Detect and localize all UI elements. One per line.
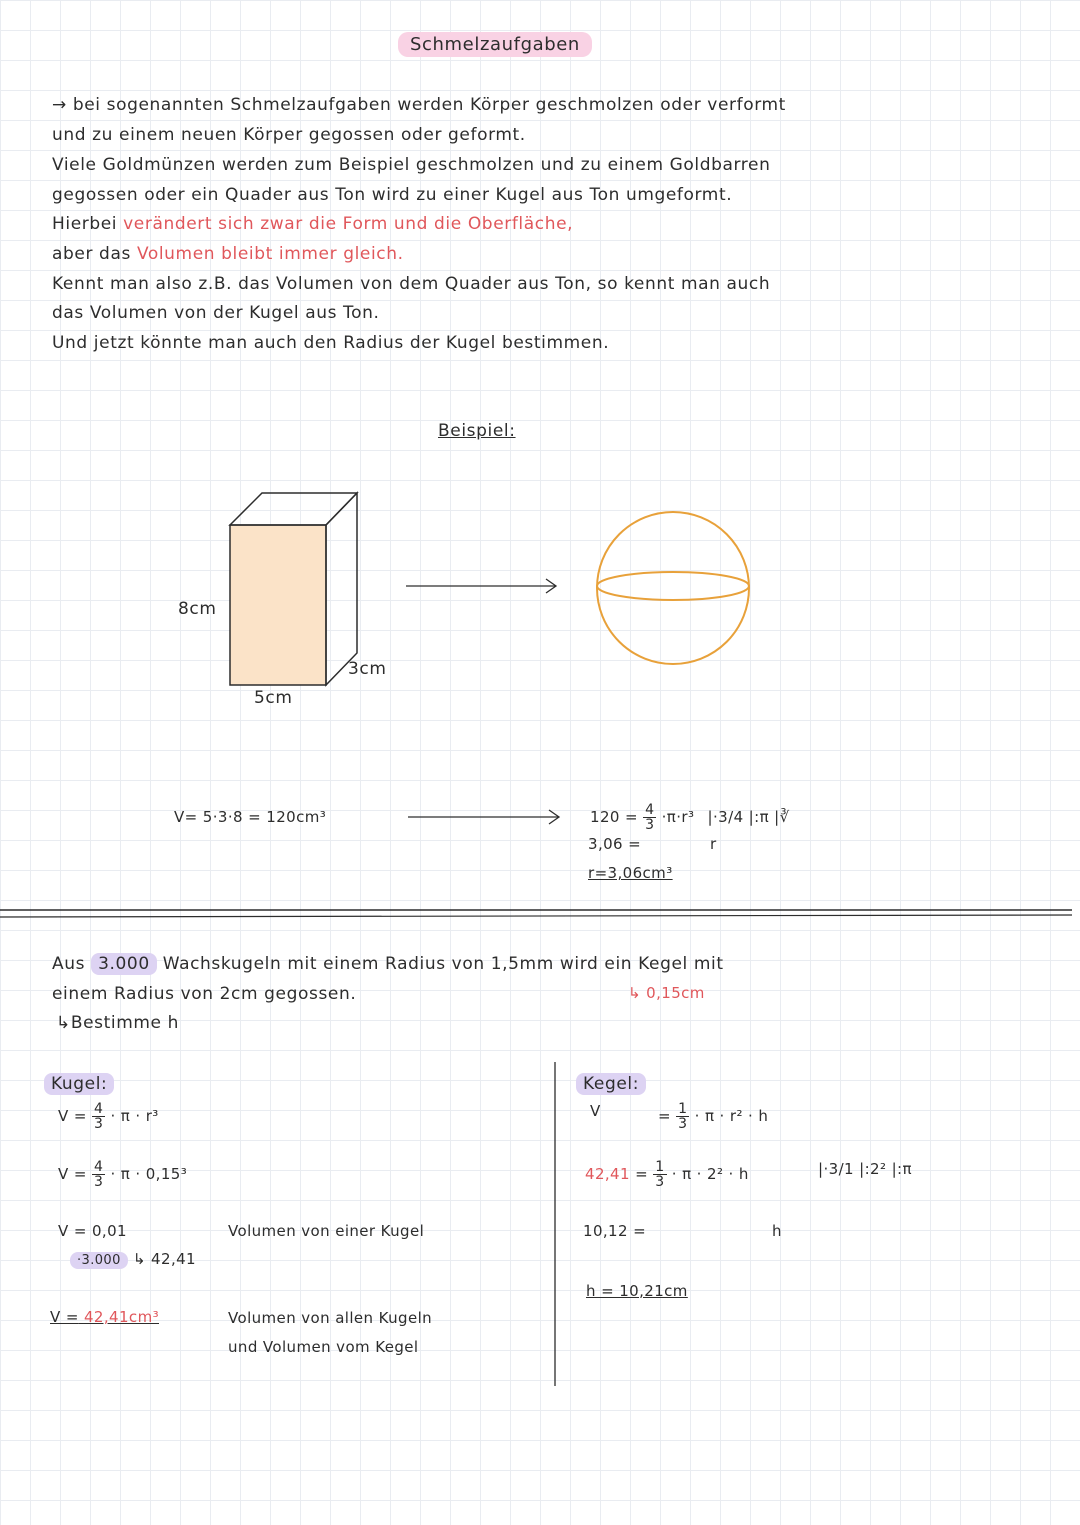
radius-result: r=3,06cm³: [588, 864, 673, 882]
cuboid-drawing: [230, 493, 357, 685]
task-instruction: ↳Bestimme h: [56, 1013, 179, 1033]
kegel-ops: |·3/1 |:2² |:π: [818, 1160, 912, 1178]
unit-conversion: ↳ 0,15cm: [628, 984, 705, 1002]
intro-line: Kennt man also z.B. das Volumen von dem Quader aus Ton, so kennt man auch: [52, 274, 771, 294]
height-label: 8cm: [178, 599, 217, 619]
radius-step: 3,06 =: [588, 835, 642, 853]
section-divider: [0, 910, 1072, 917]
kugel-label: Kugel:: [44, 1073, 114, 1095]
intro-line: aber das Volumen bleibt immer gleich.: [52, 244, 404, 264]
cuboid-volume-calc: V= 5·3·8 = 120cm³: [174, 808, 327, 826]
kegel-formula-3-h: h: [772, 1222, 782, 1240]
task-line-1: Aus 3.000 Wachskugeln mit einem Radius von 1,5mm wird ein Kegel mit: [52, 954, 724, 974]
sphere-equation: 120 = $\frac{4}{3}$ ·π·r³ |·3/4 |:π |∛: [590, 802, 790, 833]
depth-label: 3cm: [348, 659, 387, 679]
kegel-formula-3: 10,12 =: [583, 1222, 647, 1240]
kugel-formula-2: V = $\frac{4}{3}$ · π · 0,15³: [58, 1159, 188, 1190]
kugel-note-all-2: und Volumen vom Kegel: [228, 1338, 419, 1356]
task-line-2: einem Radius von 2cm gegossen.: [52, 984, 357, 1004]
intro-line: → bei sogenannten Schmelzaufgaben werden Körper geschmolzen oder verformt: [52, 95, 786, 115]
intro-line: und zu einem neuen Körper gegossen oder geformt.: [52, 125, 526, 145]
sphere-drawing: [597, 512, 749, 664]
intro-line: gegossen oder ein Quader aus Ton wird zu einer Kugel aus Ton umgeformt.: [52, 185, 733, 205]
kegel-formula-1-lhs: V: [590, 1102, 601, 1120]
example-heading: Beispiel:: [438, 421, 516, 441]
arrow-right-icon: [408, 810, 559, 824]
intro-line: das Volumen von der Kugel aus Ton.: [52, 303, 380, 323]
arrow-right-icon: [406, 579, 556, 593]
kegel-final: h = 10,21cm: [586, 1282, 688, 1300]
intro-line: Hierbei verändert sich zwar die Form und die Oberfläche,: [52, 214, 574, 234]
kugel-note-all-1: Volumen von allen Kugeln: [228, 1309, 433, 1327]
kegel-formula-2: 42,41 = $\frac{1}{3}$ · π · 2² · h: [585, 1159, 749, 1190]
kegel-formula-1: = $\frac{1}{3}$ · π · r² · h: [658, 1101, 769, 1132]
width-label: 5cm: [254, 688, 293, 708]
kugel-formula-3: V = 0,01: [58, 1222, 127, 1240]
kugel-final: V = 42,41cm³: [50, 1308, 159, 1326]
intro-line: Viele Goldmünzen werden zum Beispiel geschmolzen und zu einem Goldbarren: [52, 155, 771, 175]
kegel-label: Kegel:: [576, 1073, 646, 1095]
kugel-count-badge: 3.000: [91, 953, 157, 975]
page-title: Schmelzaufgaben: [398, 32, 592, 57]
kugel-formula-1: V = $\frac{4}{3}$ · π · r³: [58, 1101, 159, 1132]
kugel-note-single: Volumen von einer Kugel: [228, 1222, 425, 1240]
radius-step-r: r: [710, 835, 717, 853]
intro-line: Und jetzt könnte man auch den Radius der Kugel bestimmen.: [52, 333, 610, 353]
kugel-multiplication: ·3.000 ↳ 42,41: [70, 1250, 196, 1268]
